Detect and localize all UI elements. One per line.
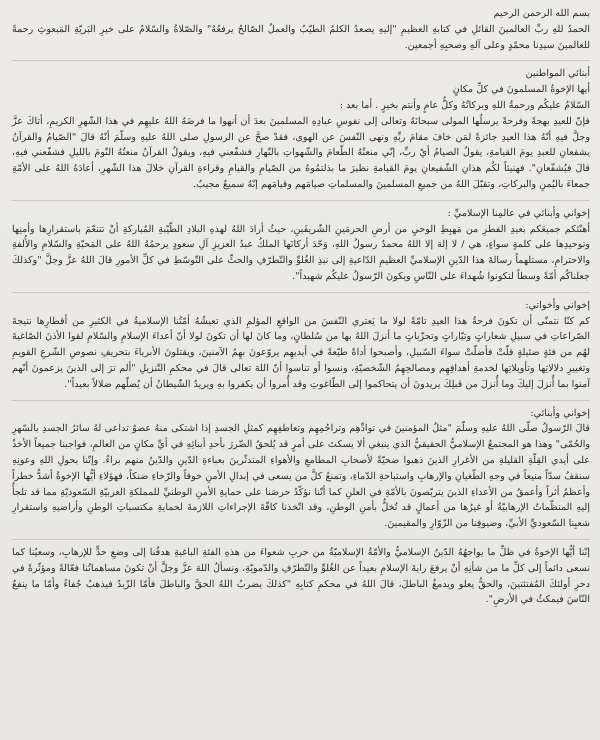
- section-body: فإنّ للعيدِ بهجةً وفرحةً يرسلُها المولى سبحانَهُ وتعالى إلى نفوسِ عبادِهِ المسلمينَ بعدَ أن أنهوا ما فرضَهُ اللهُ عليهِم في هذا الشّهرِ الكريمِ، أتاكَ عزَّ وجلَّ فيهِ أنّهُ هذا العيدِ جائزةً لمَن خافَ مقامَ ربِّهِ ونهى النّفسَ عن الهوى، فقدْ صحَّ عن الرسولِ صلى اللهُ عليهِ وسلّمَ أنّهُ قالَ "الصّيامُ والقرآنُ يشفعانِ للعبدِ يومَ القيامةِ، يقولُ الصيامُ أيْ ربِّ، إنّي منعتُهُ الطّعامَ والشّهواتِ بالنّهارِ فشفّعني فيهِ، ويقولُ القرآنُ منعتُهُ النّومَ بالليلِ فشفّعني فيهِ، قالَ فيُشفّعانِ". فهنيئاً لكُم هذانِ الشّفيعانِ يومَ القيامةِ نظيرَ ما بذلتمُوهُ من الصّيامِ والقيامِ وقراءةِ القرآنِ خلالَ هذا الشّهرِ، أعادَهُ اللهُ على الأمّةِ جمعاءَ باليُمنِ والبركاتِ، وتقبّلَ اللهُ من جميعِ المسلمينَ والمسلماتِ صيامَهم وقيامَهم إنّهُ سميعٌ مجيبٌ.: [12, 115, 590, 190]
- section-closing: [12, 545, 590, 608]
- basmala: بسم الله الرحمن الرحيم: [493, 8, 590, 19]
- section-divider: [12, 400, 590, 401]
- greeting-line: أيها الإخوةُ المسلمونَ في كلِّ مكانٍ: [452, 84, 590, 96]
- section-body: أهنّئكم جميعَكم بعيدِ الفطرِ من مَهبِطِ الوحيِ من أرضِ الحرمَينِ الشّريفَينِ، حيثُ أرادَ اللهُ لهذهِ البلادِ الطّيّبةِ المُباركةِ أنْ تتنعّمَ باستقرارِها وأمنِها وتوحيدِها على كلمةٍ سواءٍ، هي / لا إلهَ إلا اللهُ محمدٌ رسولُ اللهِ، وَحّدَ أركانَها الملكُ عبدُ العزيزِ آلِ سعودٍ يرحمُهُ اللهُ على المَحبّةِ والسّلامِ والأُلفةِ والاحترامِ، مستلهماً رسالةَ هذا الدّينِ الإسلاميِّ العظيمِ الدّاعيةِ إلى نبذِ الغُلوِّ والتّطرّفِ والحثِّ على التّوسّطِ في كلِّ الأمورِ قالَ اللهُ عزَّ وجلَّ "وكذلكَ جعلناكُم أمّةً وسطاً لتكونوا شُهداءَ على النّاسِ ويكونَ الرّسولُ عليكُم شهيداً".: [12, 223, 590, 282]
- section-body: قالَ الرّسولُ صلّى اللهُ عليهِ وسلّمَ "مثلُ المؤمنينَ في توادِّهِم وتراحُمِهِم وتعاطفِهِم كمثلِ الجسدِ إذا اشتكى منهُ عضوٌ تداعى لهُ سائرُ الجسدِ بالسّهرِ والحُمّى" وهذا هو المجتمعُ الإسلاميُّ الحقيقيُّ الذي ينبغي ألا يسكتَ على أمرٍ قد يُلحقُ الضّررَ بأحدِ أبنائِهِ في أيِّ مكانٍ من العالمِ، فواجبنا جميعاً الأخذُ على أيدي القِلّةِ القليلةِ من الأغرارِ الذينَ ذهبوا ضحيّةً لأصحابِ المطامعِ والأهواءِ المتدثّرينَ بعباءةِ الدّينِ والدّينُ منهم براءٌ. وإنّنا بحولِ اللهِ وعونِهِ سنقفُ سدّاً منيعاً في وجهِ الطّغيانِ والإرهابِ واستباحةِ الدّماءِ، وتمنعُ كلَّ من يسعى في إبدالِ الأمنِ خوفاً والرّخاءِ ضنكاً، فهؤلاءِ أيُّها الإخوةُ أشدُّ خطراً وأعظمُ أثراً وأعمقُ من الأعداءِ الذينَ يتربّصونَ بالأمّةِ في العلنِ كما أنّنا نؤكّدُ حرصَنا على حمايةِ الأمنِ الوطنيِّ للمملكةِ العربيّةِ السّعوديّةِ مما قد تلجأُ إليهِ المنظّماتُ الإرهابيّةُ أو غيرُها من أعمالٍ قد تُخلُّ بأمنِ الوطنِ، وقد اتّخذنا كافّةَ الإجراءاتِ اللازمةَ لحمايةِ مكتسباتِ الوطنِ وأراضيهِ واستقرارِ شعبِنا السّعوديِّ الأبيِّ، وضيوفِنا من الزّوّارِ والمقيمينَ.: [12, 423, 590, 530]
- section-brothers-sisters: [12, 298, 590, 393]
- section-islamic-world: [12, 206, 590, 285]
- section-citizens: [12, 66, 590, 192]
- section-heading: أبنائي المواطنين: [525, 68, 590, 80]
- greeting-line: السّلامُ عليكُم ورحمةُ اللهِ وبركاتُهُ وكلُّ عامٍ وأنتم بخيرٍ . أما بعد :: [339, 99, 590, 111]
- section-heading: إخواني وأخواتي:: [525, 299, 590, 311]
- section-divider: [12, 60, 590, 61]
- section-body: كم كنّا نتمنّى أن تكونَ فرحةُ هذا العيدِ تامّةً لولا ما يَعتري النّفسَ من الواقعِ المؤلمِ الذي تعيشُهُ أمّتُنا الإسلاميةُ في الكثيرِ من أقطارِها نتيجةَ الصّراعاتِ في سبيلِ شعاراتٍ وتيّاراتٍ وتحزّباتٍ ما أنزلَ اللهُ بها من سُلطانٍ، وما كانَ لها أن تكونَ لولا أنّ أعداءَ الإسلامِ والسّلامِ لقوا الأذنَ الصّاغيةَ لهُم من فئةٍ ضئيلةٍ قلّتْ فأضلّتْ سواءَ السّبيلِ، وأصبحوا أداةً طيّعةً في أيديهِم يروّعونَ بهِمُ الآمنينَ، ويقتلونَ الأبرياءَ بتحريفِ نصوصِ الشّرعِ القويمِ وتغييرِ دلالاتِها وتأويلاتِها لخدمةِ أهدافِهِم ومصالحِهِمُ الشّخصيّةِ، ونسوا أو تناسوا أنّ اللهَ تعالى قالَ في محكمِ التّنزيلِ "ألم ترَ إلى الذينَ يزعمونَ أنّهم آمنوا بما أُنزلَ إليكَ وما أُنزلَ من قبلِكَ يريدونَ أن يتحاكموا إلى الطّاغوتِ وقد أُمروا أن يكفروا بهِ ويريدُ الشّيطانُ أن يُضلّهم ضلالاً بعيداً".: [12, 315, 590, 390]
- section-divider: [12, 292, 590, 293]
- section-divider: [12, 200, 590, 201]
- section-heading: إخواني وأبنائي في عالمِنا الإسلاميِّ :: [447, 207, 590, 219]
- section-divider: [12, 539, 590, 540]
- section-brothers-sons: [12, 406, 590, 532]
- section-heading: إخواني وأبنائي:: [530, 407, 590, 419]
- section-body: إنّنا أيُّها الإخوةُ في ظلِّ ما يواجهُهُ الدّينُ الإسلاميُّ والأمّةُ الإسلاميّةُ من حربِ شعواءَ من هذهِ الفئةِ الباغيةِ هدفُنا إلى وضعِ حدٍّ للإرهابِ، وسعيُنا كما نسعى دائماً إلى كلِّ ما من شأنِهِ أنْ يرفعَ رايةَ الإسلامِ بعيداً عن الغُلوِّ والتّطرّفِ والدّمويّةِ، ونسألُ اللهَ عزَّ وجلَّ أنْ تكونَ مساهماتُنا فعّالةً ومؤثّرةً في دحرِ أولئكَ المُفتئتينَ، والحقُّ يعلو ويدمغُ الباطلَ، قالَ اللهُ في محكمِ كتابِهِ "كذلكَ يضربُ اللهُ الحقَّ والباطلَ فأمّا الزّبدُ فيذهبُ جُفاءً وأمّا ما ينفعُ النّاسَ فيمكثُ في الأرضِ".: [12, 546, 590, 606]
- intro-paragraph: الحمدُ للهِ ربِّ العالمينَ القائلِ في كتابهِ العظيمِ "إليهِ يصعدُ الكلمُ الطيّبُ والعملُ الصّالحُ يرفعُهُ" والصّلاةُ والسّلامُ على خيرِ البَريّةِ المَبعوثِ رحمةً للعالمينَ سيدِنا محمّدٍ وعلى آلهِ وصحبِهِ أجمعين.: [12, 23, 590, 51]
